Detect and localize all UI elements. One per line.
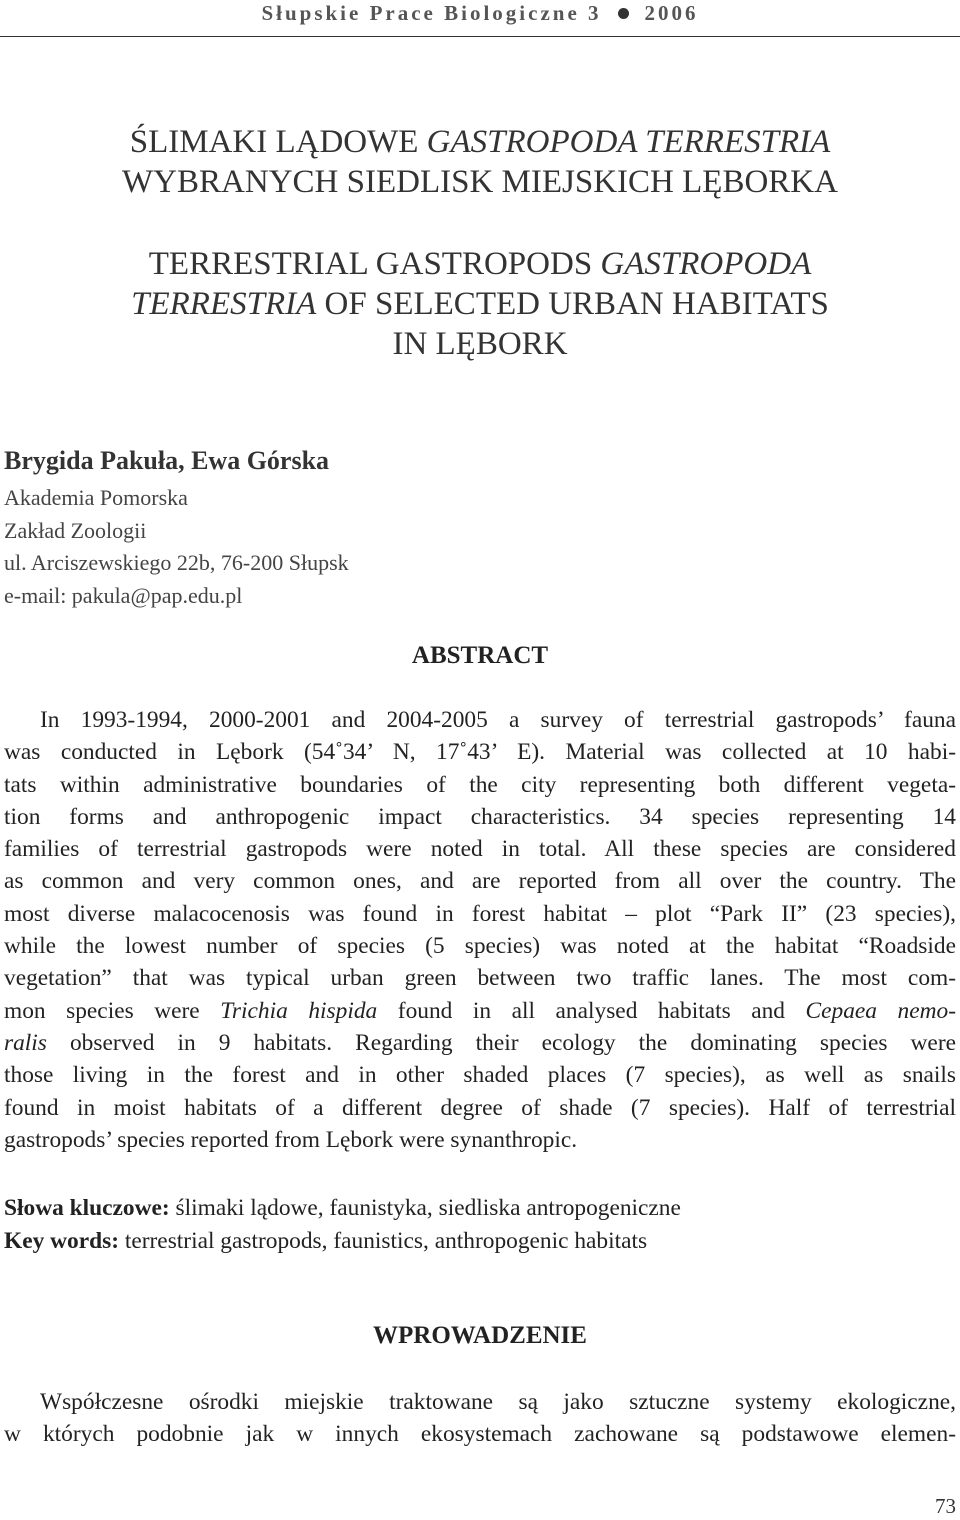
affiliation-email: e-mail: pakula@pap.edu.pl [4, 583, 243, 609]
abstract-heading: ABSTRACT [411, 642, 549, 669]
abstract-line: vegetation” that was typical urban green between two traffic lanes. The most com- [4, 965, 956, 992]
intro-heading: WPROWADZENIE [373, 1322, 587, 1349]
title-pl-taxon: GASTROPODA TERRESTRIA [426, 124, 831, 160]
intro-line: w których podobnie jak w innych ekosystemach zachowane są podstawowe elemen- [4, 1421, 956, 1448]
abstract-line: those living in the forest and in other shaded places (7 species), as well as snails [4, 1062, 956, 1089]
abstract-text: found in all analysed habitats and [377, 997, 806, 1024]
header-rule [0, 36, 960, 37]
abstract-line: tion forms and anthropogenic impact characteristics. 34 species representing 14 [4, 803, 956, 830]
abstract-line: In 1993-1994, 2000-2001 and 2004-2005 a survey of terrestrial gastropods’ fauna [40, 707, 956, 733]
abstract-text: observed in 9 habitats. Regarding their ecology the dominating species were [46, 1029, 956, 1056]
keywords-english [4, 1225, 647, 1257]
affiliation-line: Zakład Zoologii [4, 517, 147, 543]
title-en-taxon-1: GASTROPODA [600, 246, 812, 282]
keywords-text: ślimaki lądowe, faunistyka, siedliska antropogeniczne [169, 1195, 681, 1221]
abstract-line: while the lowest number of species (5 species) was noted at the habitat “Roadside [4, 933, 956, 960]
abstract-line: found in moist habitats of a different degree of shade (7 species). Half of terrestrial [4, 1094, 956, 1121]
abstract-line: tats within administrative boundaries of the city representing both different vegeta- [4, 771, 956, 798]
abstract-line: most diverse malacocenosis was found in forest habitat – plot “Park II” (23 species), [4, 900, 956, 927]
title-polish [0, 122, 960, 202]
title-english [0, 244, 960, 364]
species-name: ralis [4, 1029, 47, 1056]
abstract-line [4, 995, 956, 1027]
keywords-label: Key words: [4, 1228, 119, 1254]
title-en-line2: OF SELECTED URBAN HABITATS [316, 286, 829, 322]
journal-year: 2006 [644, 1, 699, 25]
affiliation [4, 482, 349, 613]
abstract-line: gastropods’ species reported from Lębork were synanthropic. [4, 1126, 578, 1153]
authors: Brygida Pakuła, Ewa Górska [4, 446, 330, 475]
species-name: Trichia hispida [220, 997, 378, 1024]
species-name: Cepaea nemo- [805, 997, 956, 1024]
affiliation-line: ul. Arciszewskiego 22b, 76-200 Słupsk [4, 550, 349, 576]
title-pl-line2: WYBRANYCH SIEDLISK MIEJSKICH LĘBORKA [122, 164, 838, 200]
keywords-polish [4, 1192, 681, 1224]
abstract-line: as common and very common ones, and are reported from all over the country. The [4, 868, 956, 895]
title-en-taxon-2: TERRESTRIA [131, 286, 317, 322]
title-en-line1: TERRESTRIAL GASTROPODS [148, 246, 601, 282]
page-number: 73 [935, 1494, 956, 1518]
abstract-line: families of terrestrial gastropods were noted in total. All these species are considered [4, 836, 956, 863]
intro-body [4, 1386, 956, 1451]
abstract-line: was conducted in Lębork (54˚34’ N, 17˚43’ E). Material was collected at 10 habi- [4, 739, 956, 766]
keywords-label: Słowa kluczowe: [4, 1195, 170, 1221]
abstract-body [4, 704, 956, 1156]
journal-name: Słupskie Prace Biologiczne 3 [261, 1, 602, 25]
abstract-text: mon species were [4, 997, 221, 1024]
intro-line: Współczesne ośrodki miejskie traktowane są jako sztuczne systemy ekologiczne, [40, 1389, 956, 1415]
title-pl-line1: ŚLIMAKI LĄDOWE [129, 124, 427, 160]
bullet-icon [618, 8, 629, 19]
title-en-line3: IN LĘBORK [392, 326, 568, 362]
abstract-line [4, 1027, 956, 1059]
affiliation-line: Akademia Pomorska [4, 485, 188, 510]
running-header [0, 0, 960, 26]
keywords-text: terrestrial gastropods, faunistics, anthropogenic habitats [119, 1228, 648, 1254]
